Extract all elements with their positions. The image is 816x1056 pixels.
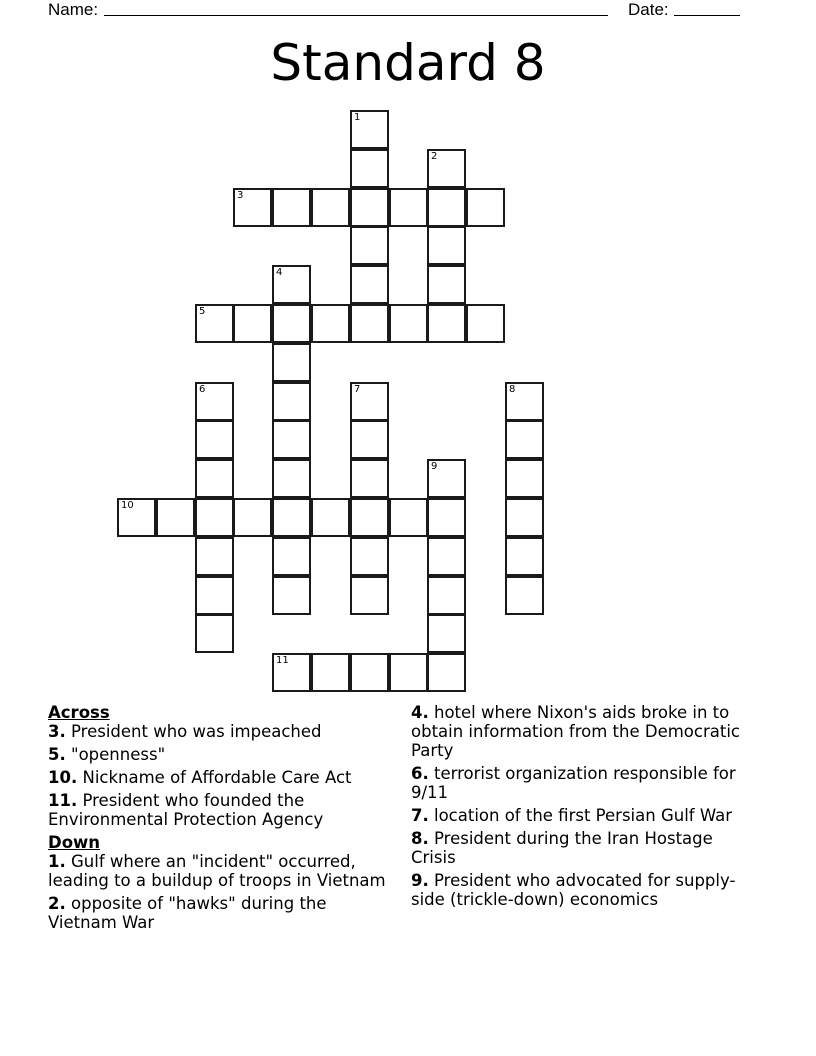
crossword-cell[interactable] bbox=[389, 498, 428, 537]
crossword-cell[interactable] bbox=[311, 304, 350, 343]
cell-number: 2 bbox=[431, 151, 438, 162]
clue-text: President who founded the Environmental Protection Agency bbox=[48, 791, 324, 829]
clue-number: 9. bbox=[411, 871, 429, 890]
crossword-cell[interactable] bbox=[427, 226, 466, 265]
clue-text: terrorist organization responsible for 9/11 bbox=[411, 764, 736, 802]
crossword-cell[interactable] bbox=[427, 459, 466, 498]
cell-number: 10 bbox=[121, 500, 134, 511]
clue-item bbox=[48, 894, 393, 932]
crossword-cell[interactable] bbox=[350, 382, 389, 421]
crossword-cell[interactable] bbox=[272, 537, 311, 576]
crossword-cell[interactable] bbox=[195, 614, 234, 653]
clue-item bbox=[48, 791, 393, 829]
crossword-cell[interactable] bbox=[195, 576, 234, 615]
crossword-cell[interactable] bbox=[427, 149, 466, 188]
crossword-cell[interactable] bbox=[195, 304, 234, 343]
cell-number: 6 bbox=[199, 384, 206, 395]
crossword-cell[interactable] bbox=[272, 382, 311, 421]
clue-number: 11. bbox=[48, 791, 78, 810]
crossword-cell[interactable] bbox=[427, 265, 466, 304]
clue-number: 10. bbox=[48, 768, 78, 787]
crossword-cell[interactable] bbox=[233, 498, 272, 537]
clue-text: location of the first Persian Gulf War bbox=[428, 806, 732, 825]
cell-number: 9 bbox=[431, 461, 438, 472]
cell-number: 1 bbox=[354, 112, 361, 123]
clues-column-left bbox=[48, 703, 393, 936]
clue-item bbox=[411, 829, 756, 867]
clue-item bbox=[411, 871, 756, 909]
crossword-cell[interactable] bbox=[195, 420, 234, 459]
clue-item bbox=[411, 703, 756, 760]
clue-text: opposite of "hawks" during the Vietnam War bbox=[48, 894, 327, 932]
crossword-cell[interactable] bbox=[350, 498, 389, 537]
crossword-cell[interactable] bbox=[350, 226, 389, 265]
crossword-cell[interactable] bbox=[350, 459, 389, 498]
crossword-cell[interactable] bbox=[427, 188, 466, 227]
crossword-cell[interactable] bbox=[350, 304, 389, 343]
crossword-cell[interactable] bbox=[350, 537, 389, 576]
crossword-cell[interactable] bbox=[389, 653, 428, 692]
crossword-cell[interactable] bbox=[311, 498, 350, 537]
crossword-cell[interactable] bbox=[233, 304, 272, 343]
crossword-cell[interactable] bbox=[195, 382, 234, 421]
clue-item bbox=[48, 852, 393, 890]
clue-number: 1. bbox=[48, 852, 66, 871]
cell-number: 7 bbox=[354, 384, 361, 395]
crossword-cell[interactable] bbox=[350, 653, 389, 692]
crossword-cell[interactable] bbox=[272, 420, 311, 459]
cell-number: 11 bbox=[276, 655, 289, 666]
clue-item bbox=[411, 806, 756, 825]
crossword-cell[interactable] bbox=[195, 537, 234, 576]
crossword-cell[interactable] bbox=[350, 188, 389, 227]
clue-number: 3. bbox=[48, 722, 66, 741]
crossword-cell[interactable] bbox=[466, 188, 505, 227]
crossword-cell[interactable] bbox=[117, 498, 156, 537]
crossword-cell[interactable] bbox=[350, 576, 389, 615]
cell-number: 3 bbox=[237, 190, 244, 201]
date-field-line[interactable] bbox=[674, 15, 740, 16]
clue-heading: Down bbox=[48, 833, 101, 852]
clue-item bbox=[48, 745, 393, 764]
crossword-cell[interactable] bbox=[272, 576, 311, 615]
crossword-cell[interactable] bbox=[272, 265, 311, 304]
crossword-cell[interactable] bbox=[427, 498, 466, 537]
clue-number: 5. bbox=[48, 745, 66, 764]
clue-number: 2. bbox=[48, 894, 66, 913]
crossword-cell[interactable] bbox=[272, 459, 311, 498]
crossword-cell[interactable] bbox=[350, 420, 389, 459]
crossword-cell[interactable] bbox=[505, 537, 544, 576]
crossword-cell[interactable] bbox=[272, 343, 311, 382]
crossword-cell[interactable] bbox=[427, 653, 466, 692]
crossword-cell[interactable] bbox=[389, 188, 428, 227]
clue-number: 7. bbox=[411, 806, 429, 825]
crossword-cell[interactable] bbox=[427, 614, 466, 653]
clue-text: hotel where Nixon's aids broke in to obtain information from the Democratic Party bbox=[411, 703, 740, 760]
crossword-cell[interactable] bbox=[195, 498, 234, 537]
clue-text: President who advocated for supply-side (trickle-down) economics bbox=[411, 871, 736, 909]
crossword-cell[interactable] bbox=[272, 653, 311, 692]
crossword-cell[interactable] bbox=[427, 304, 466, 343]
cell-number: 5 bbox=[199, 306, 206, 317]
clue-text: Gulf where an "incident" occurred, leading to a buildup of troops in Vietnam bbox=[48, 852, 386, 890]
crossword-cell[interactable] bbox=[505, 498, 544, 537]
crossword-cell[interactable] bbox=[311, 653, 350, 692]
clue-number: 4. bbox=[411, 703, 429, 722]
crossword-cell[interactable] bbox=[195, 459, 234, 498]
name-label: Name: bbox=[48, 0, 99, 19]
clue-heading: Across bbox=[48, 703, 110, 722]
clue-text: President who was impeached bbox=[65, 722, 322, 741]
clue-item bbox=[411, 764, 756, 802]
cell-number: 4 bbox=[276, 267, 283, 278]
crossword-cell[interactable] bbox=[311, 188, 350, 227]
clue-number: 8. bbox=[411, 829, 429, 848]
crossword-cell[interactable] bbox=[427, 576, 466, 615]
date-label: Date: bbox=[628, 0, 669, 19]
clue-text: "openness" bbox=[65, 745, 166, 764]
crossword-cell[interactable] bbox=[156, 498, 195, 537]
crossword-cell[interactable] bbox=[505, 576, 544, 615]
crossword-cell[interactable] bbox=[272, 498, 311, 537]
crossword-cell[interactable] bbox=[466, 304, 505, 343]
crossword-cell[interactable] bbox=[272, 304, 311, 343]
cell-number: 8 bbox=[509, 384, 516, 395]
crossword-cell[interactable] bbox=[233, 188, 272, 227]
clue-item bbox=[48, 768, 393, 787]
crossword-cell[interactable] bbox=[505, 420, 544, 459]
crossword-cell[interactable] bbox=[427, 537, 466, 576]
crossword-cell[interactable] bbox=[272, 188, 311, 227]
crossword-cell[interactable] bbox=[350, 110, 389, 149]
name-field-line[interactable] bbox=[104, 15, 608, 16]
clue-text: President during the Iran Hostage Crisis bbox=[411, 829, 713, 867]
crossword-cell[interactable] bbox=[350, 265, 389, 304]
clue-item bbox=[48, 722, 393, 741]
clues-column-right bbox=[411, 703, 756, 913]
crossword-cell[interactable] bbox=[389, 304, 428, 343]
clue-number: 6. bbox=[411, 764, 429, 783]
page-title: Standard 8 bbox=[270, 34, 546, 92]
crossword-cell[interactable] bbox=[505, 459, 544, 498]
crossword-cell[interactable] bbox=[505, 382, 544, 421]
crossword-cell[interactable] bbox=[350, 149, 389, 188]
clue-text: Nickname of Affordable Care Act bbox=[77, 768, 352, 787]
